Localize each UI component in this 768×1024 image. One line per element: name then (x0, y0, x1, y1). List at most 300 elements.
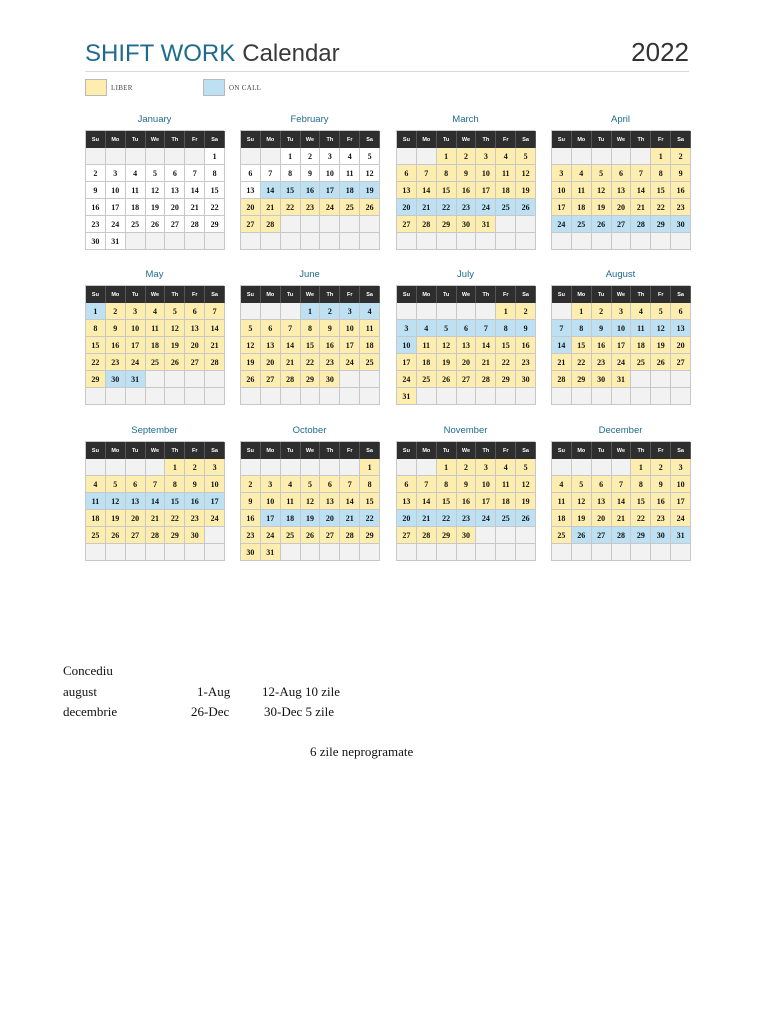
empty-day-cell (671, 544, 691, 561)
day-cell: 28 (476, 371, 496, 388)
day-cell: 31 (671, 527, 691, 544)
day-cell: 19 (651, 337, 671, 354)
month-name: April (610, 114, 630, 125)
empty-day-cell (146, 233, 166, 250)
empty-day-cell (572, 233, 592, 250)
day-cell: 3 (552, 165, 572, 182)
day-cell: 8 (301, 320, 321, 337)
weekday-header: Fr (185, 442, 205, 459)
day-cell: 7 (552, 320, 572, 337)
day-cell: 21 (146, 510, 166, 527)
day-cell: 25 (281, 527, 301, 544)
day-cell: 16 (185, 493, 205, 510)
day-cell: 9 (457, 476, 477, 493)
day-cell: 7 (417, 476, 437, 493)
day-cell: 17 (552, 199, 572, 216)
month-january (85, 112, 224, 250)
day-cell: 14 (146, 493, 166, 510)
page-title (85, 40, 340, 68)
empty-day-cell (360, 388, 380, 405)
day-cell: 9 (106, 320, 126, 337)
day-cell: 26 (651, 354, 671, 371)
day-cell: 4 (496, 459, 516, 476)
notes-row-2-month: decembrie (63, 704, 118, 719)
day-cell: 22 (572, 354, 592, 371)
day-cell: 9 (651, 476, 671, 493)
day-cell: 12 (146, 182, 166, 199)
empty-day-cell (86, 544, 106, 561)
day-cell: 23 (592, 354, 612, 371)
day-cell: 15 (165, 493, 185, 510)
day-cell: 6 (126, 476, 146, 493)
day-cell: 18 (631, 337, 651, 354)
day-cell: 3 (476, 148, 496, 165)
day-cell: 20 (241, 199, 261, 216)
empty-day-cell (165, 233, 185, 250)
day-cell: 27 (671, 354, 691, 371)
weekday-header: Su (397, 286, 417, 303)
empty-day-cell (301, 233, 321, 250)
empty-day-cell (320, 544, 340, 561)
empty-day-cell (496, 388, 516, 405)
day-cell: 13 (397, 182, 417, 199)
day-cell: 26 (572, 527, 592, 544)
month-name: March (452, 114, 479, 125)
weekday-header: Mo (417, 442, 437, 459)
day-cell: 6 (320, 476, 340, 493)
day-cell: 15 (437, 493, 457, 510)
day-cell: 13 (612, 182, 632, 199)
day-cell: 30 (592, 371, 612, 388)
day-cell: 9 (516, 320, 536, 337)
day-cell: 14 (631, 182, 651, 199)
day-cell: 17 (476, 182, 496, 199)
empty-day-cell (417, 544, 437, 561)
empty-day-cell (281, 303, 301, 320)
day-cell: 28 (631, 216, 651, 233)
day-cell: 25 (86, 527, 106, 544)
notes-row-2-end: 30-Dec 5 zile (264, 704, 335, 719)
day-cell: 2 (301, 148, 321, 165)
empty-day-cell (241, 303, 261, 320)
empty-day-cell (417, 303, 437, 320)
month-name: September (131, 425, 178, 436)
empty-day-cell (185, 148, 205, 165)
day-cell: 26 (360, 199, 380, 216)
day-cell: 11 (552, 493, 572, 510)
month-grid (396, 130, 535, 250)
month-name: October (292, 425, 327, 436)
empty-day-cell (261, 303, 281, 320)
day-cell: 17 (126, 337, 146, 354)
day-cell: 6 (457, 320, 477, 337)
day-cell: 5 (165, 303, 185, 320)
weekday-header: Fr (496, 286, 516, 303)
empty-day-cell (146, 388, 166, 405)
empty-day-cell (476, 388, 496, 405)
day-cell: 1 (631, 459, 651, 476)
weekday-header: Th (320, 442, 340, 459)
day-cell: 20 (397, 199, 417, 216)
weekday-header: Fr (185, 286, 205, 303)
weekday-header: Sa (360, 286, 380, 303)
day-cell: 3 (397, 320, 417, 337)
day-cell: 31 (261, 544, 281, 561)
day-cell: 13 (592, 493, 612, 510)
day-cell: 24 (126, 354, 146, 371)
month-grid (85, 130, 224, 250)
empty-day-cell (612, 544, 632, 561)
calendar-header (85, 38, 689, 72)
day-cell: 2 (86, 165, 106, 182)
day-cell: 20 (592, 510, 612, 527)
day-cell: 16 (320, 337, 340, 354)
empty-day-cell (86, 148, 106, 165)
day-cell: 29 (651, 216, 671, 233)
day-cell: 3 (205, 459, 225, 476)
day-cell: 1 (205, 148, 225, 165)
day-cell: 26 (241, 371, 261, 388)
month-name: July (457, 269, 474, 280)
day-cell: 22 (86, 354, 106, 371)
day-cell: 20 (185, 337, 205, 354)
day-cell: 1 (301, 303, 321, 320)
day-cell: 4 (340, 148, 360, 165)
weekday-header: Sa (205, 286, 225, 303)
day-cell: 5 (146, 165, 166, 182)
weekday-header: Mo (417, 286, 437, 303)
day-cell: 25 (340, 199, 360, 216)
day-cell: 30 (671, 216, 691, 233)
empty-day-cell (651, 371, 671, 388)
day-cell: 23 (301, 199, 321, 216)
weekday-header: We (301, 442, 321, 459)
month-grid (551, 130, 690, 250)
month-name: November (443, 425, 488, 436)
empty-day-cell (185, 233, 205, 250)
day-cell: 1 (496, 303, 516, 320)
day-cell: 12 (241, 337, 261, 354)
day-cell: 13 (165, 182, 185, 199)
month-september (85, 423, 224, 561)
day-cell: 7 (612, 476, 632, 493)
empty-day-cell (572, 459, 592, 476)
weekday-header: Th (631, 286, 651, 303)
day-cell: 6 (165, 165, 185, 182)
day-cell: 22 (437, 510, 457, 527)
day-cell: 19 (165, 337, 185, 354)
weekday-header: Th (476, 286, 496, 303)
empty-day-cell (340, 216, 360, 233)
weekday-header: Mo (572, 442, 592, 459)
day-cell: 28 (612, 527, 632, 544)
day-cell: 17 (261, 510, 281, 527)
day-cell: 16 (671, 182, 691, 199)
day-cell: 6 (397, 476, 417, 493)
weekday-header: Tu (126, 131, 146, 148)
empty-day-cell (552, 303, 572, 320)
empty-day-cell (146, 459, 166, 476)
day-cell: 9 (86, 182, 106, 199)
day-cell: 23 (106, 354, 126, 371)
day-cell: 7 (340, 476, 360, 493)
day-cell: 15 (631, 493, 651, 510)
day-cell: 13 (126, 493, 146, 510)
day-cell: 1 (651, 148, 671, 165)
weekday-header: Su (241, 131, 261, 148)
weekday-header: Th (320, 286, 340, 303)
day-cell: 18 (126, 199, 146, 216)
empty-day-cell (457, 233, 477, 250)
day-cell: 13 (241, 182, 261, 199)
day-cell: 6 (671, 303, 691, 320)
day-cell: 21 (631, 199, 651, 216)
weekday-header: Mo (261, 131, 281, 148)
month-grid (551, 441, 690, 561)
empty-day-cell (437, 544, 457, 561)
empty-day-cell (592, 233, 612, 250)
day-cell: 31 (126, 371, 146, 388)
day-cell: 21 (417, 510, 437, 527)
weekday-header: Tu (126, 286, 146, 303)
weekday-header: We (146, 286, 166, 303)
day-cell: 26 (165, 354, 185, 371)
empty-day-cell (261, 388, 281, 405)
empty-day-cell (516, 233, 536, 250)
day-cell: 27 (592, 527, 612, 544)
empty-day-cell (241, 148, 261, 165)
day-cell: 4 (126, 165, 146, 182)
day-cell: 30 (86, 233, 106, 250)
empty-day-cell (165, 371, 185, 388)
day-cell: 30 (106, 371, 126, 388)
day-cell: 11 (496, 476, 516, 493)
day-cell: 24 (340, 354, 360, 371)
day-cell: 15 (205, 182, 225, 199)
empty-day-cell (185, 371, 205, 388)
legend-oncall (203, 79, 261, 96)
day-cell: 12 (516, 476, 536, 493)
day-cell: 22 (281, 199, 301, 216)
month-august (551, 267, 690, 405)
day-cell: 27 (397, 527, 417, 544)
day-cell: 12 (165, 320, 185, 337)
day-cell: 8 (165, 476, 185, 493)
day-cell: 14 (340, 493, 360, 510)
notes-row-1-start: 1-Aug (197, 684, 231, 699)
day-cell: 6 (241, 165, 261, 182)
day-cell: 28 (261, 216, 281, 233)
day-cell: 8 (360, 476, 380, 493)
empty-day-cell (146, 148, 166, 165)
day-cell: 5 (572, 476, 592, 493)
day-cell: 13 (320, 493, 340, 510)
day-cell: 6 (261, 320, 281, 337)
day-cell: 1 (360, 459, 380, 476)
day-cell: 19 (301, 510, 321, 527)
day-cell: 3 (671, 459, 691, 476)
month-grid (396, 441, 535, 561)
empty-day-cell (241, 459, 261, 476)
day-cell: 23 (320, 354, 340, 371)
weekday-header: Mo (106, 286, 126, 303)
empty-day-cell (126, 388, 146, 405)
day-cell: 3 (476, 459, 496, 476)
day-cell: 15 (572, 337, 592, 354)
weekday-header: Mo (261, 442, 281, 459)
empty-day-cell (205, 544, 225, 561)
empty-day-cell (417, 459, 437, 476)
weekday-header: Fr (340, 442, 360, 459)
empty-day-cell (612, 148, 632, 165)
day-cell: 22 (496, 354, 516, 371)
day-cell: 22 (165, 510, 185, 527)
month-december (551, 423, 690, 561)
day-cell: 2 (457, 148, 477, 165)
day-cell: 28 (281, 371, 301, 388)
day-cell: 29 (360, 527, 380, 544)
empty-day-cell (205, 527, 225, 544)
day-cell: 6 (397, 165, 417, 182)
weekday-header: We (457, 286, 477, 303)
day-cell: 21 (261, 199, 281, 216)
day-cell: 5 (301, 476, 321, 493)
empty-day-cell (86, 388, 106, 405)
day-cell: 10 (340, 320, 360, 337)
day-cell: 8 (281, 165, 301, 182)
weekday-header: Su (241, 286, 261, 303)
weekday-header: Sa (516, 286, 536, 303)
day-cell: 1 (86, 303, 106, 320)
day-cell: 2 (516, 303, 536, 320)
day-cell: 30 (457, 216, 477, 233)
empty-day-cell (205, 371, 225, 388)
day-cell: 29 (165, 527, 185, 544)
day-cell: 12 (437, 337, 457, 354)
day-cell: 31 (397, 388, 417, 405)
day-cell: 21 (476, 354, 496, 371)
day-cell: 14 (261, 182, 281, 199)
day-cell: 10 (476, 165, 496, 182)
empty-day-cell (340, 459, 360, 476)
day-cell: 18 (146, 337, 166, 354)
day-cell: 23 (185, 510, 205, 527)
day-cell: 23 (241, 527, 261, 544)
day-cell: 17 (612, 337, 632, 354)
weekday-header: Su (86, 286, 106, 303)
empty-day-cell (671, 371, 691, 388)
empty-day-cell (437, 388, 457, 405)
weekday-header: Tu (437, 131, 457, 148)
day-cell: 21 (205, 337, 225, 354)
notes-row-2-start: 26-Dec (191, 704, 230, 719)
empty-day-cell (437, 303, 457, 320)
day-cell: 11 (417, 337, 437, 354)
day-cell: 25 (631, 354, 651, 371)
empty-day-cell (320, 216, 340, 233)
month-may (85, 267, 224, 405)
day-cell: 20 (671, 337, 691, 354)
day-cell: 22 (205, 199, 225, 216)
day-cell: 10 (320, 165, 340, 182)
day-cell: 27 (185, 354, 205, 371)
empty-day-cell (651, 233, 671, 250)
day-cell: 6 (592, 476, 612, 493)
weekday-header: We (612, 131, 632, 148)
title-shift-work: SHIFT WORK (85, 40, 236, 67)
month-name: January (137, 114, 172, 125)
day-cell: 27 (397, 216, 417, 233)
weekday-header: Tu (592, 286, 612, 303)
empty-day-cell (397, 233, 417, 250)
weekday-header: We (146, 131, 166, 148)
day-cell: 18 (496, 182, 516, 199)
weekday-header: Su (86, 442, 106, 459)
empty-day-cell (592, 459, 612, 476)
day-cell: 21 (185, 199, 205, 216)
day-cell: 30 (241, 544, 261, 561)
weekday-header: Sa (671, 286, 691, 303)
day-cell: 3 (126, 303, 146, 320)
day-cell: 14 (417, 182, 437, 199)
day-cell: 23 (671, 199, 691, 216)
weekday-header: Fr (496, 442, 516, 459)
day-cell: 12 (651, 320, 671, 337)
day-cell: 19 (106, 510, 126, 527)
day-cell: 31 (476, 216, 496, 233)
month-grid (240, 441, 379, 561)
weekday-header: Mo (261, 286, 281, 303)
legend-liber-swatch (85, 79, 107, 96)
empty-day-cell (612, 459, 632, 476)
empty-day-cell (476, 544, 496, 561)
month-grid (240, 285, 379, 405)
empty-day-cell (106, 148, 126, 165)
day-cell: 7 (417, 165, 437, 182)
day-cell: 22 (301, 354, 321, 371)
day-cell: 27 (612, 216, 632, 233)
day-cell: 21 (552, 354, 572, 371)
day-cell: 16 (457, 182, 477, 199)
weekday-header: Mo (106, 442, 126, 459)
day-cell: 8 (205, 165, 225, 182)
day-cell: 18 (552, 510, 572, 527)
empty-day-cell (146, 544, 166, 561)
day-cell: 16 (106, 337, 126, 354)
day-cell: 29 (301, 371, 321, 388)
day-cell: 11 (340, 165, 360, 182)
empty-day-cell (165, 148, 185, 165)
empty-day-cell (397, 148, 417, 165)
day-cell: 11 (86, 493, 106, 510)
day-cell: 27 (320, 527, 340, 544)
weekday-header: Su (241, 442, 261, 459)
day-cell: 15 (437, 182, 457, 199)
day-cell: 10 (397, 337, 417, 354)
day-cell: 19 (516, 182, 536, 199)
empty-day-cell (106, 459, 126, 476)
day-cell: 27 (165, 216, 185, 233)
day-cell: 9 (301, 165, 321, 182)
empty-day-cell (631, 371, 651, 388)
day-cell: 25 (496, 510, 516, 527)
weekday-header: We (612, 442, 632, 459)
day-cell: 25 (417, 371, 437, 388)
empty-day-cell (552, 459, 572, 476)
empty-day-cell (417, 233, 437, 250)
day-cell: 24 (106, 216, 126, 233)
day-cell: 16 (651, 493, 671, 510)
